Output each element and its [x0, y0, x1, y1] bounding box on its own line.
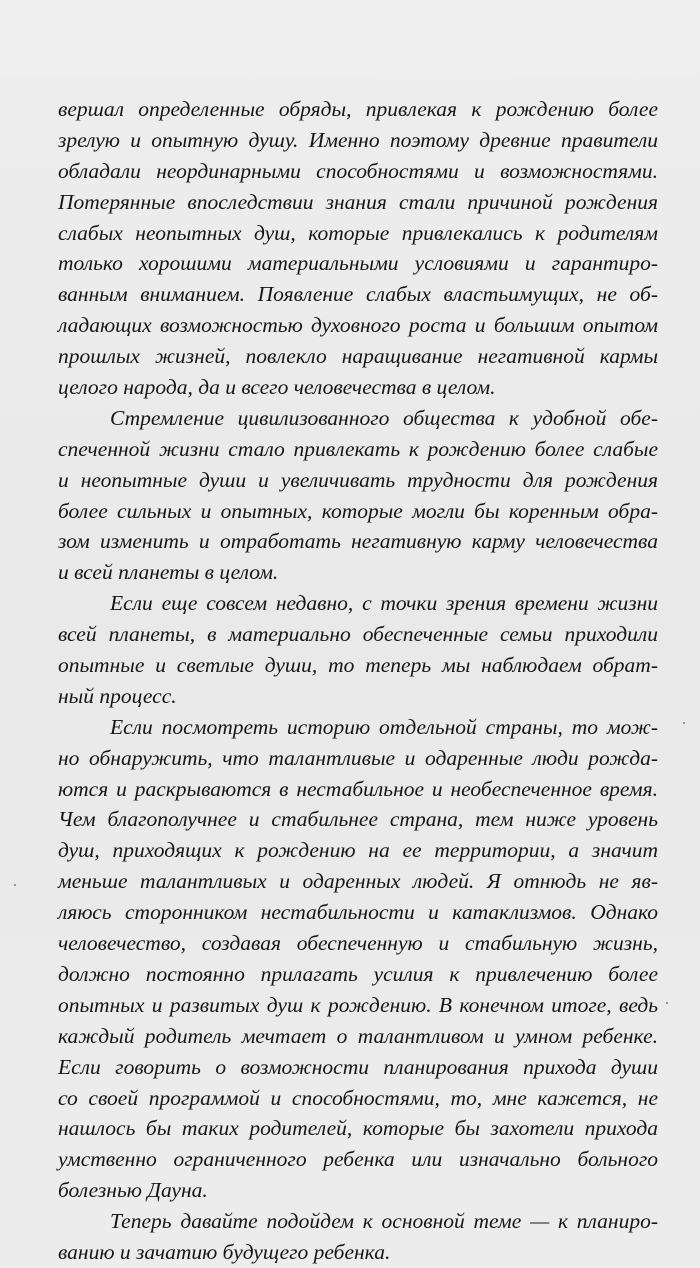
text-line: зом изменить и отработать негативную карму человечества	[58, 529, 658, 554]
text-line: умственно ограниченного ребенка или изначально больного	[58, 1147, 658, 1172]
text-line: только хорошими материальными условиями и гарантиро-	[58, 251, 658, 276]
text-line: опытные и светлые души, то теперь мы наблюдаем обрат-	[58, 653, 658, 678]
text-line: каждый родитель мечтает о талантливом и умном ребенке.	[58, 1023, 658, 1048]
text-line: Если говорить о возможности планирования прихода души	[58, 1054, 658, 1079]
text-line: человечество, создавая обеспеченную и стабильную жизнь,	[58, 931, 658, 956]
text-line: всей планеты, в материально обеспеченные семьи приходили	[58, 622, 658, 647]
text-line: нашлось бы таких родителей, которые бы захотели прихода	[58, 1116, 658, 1141]
text-line: меньше талантливых и одаренных людей. Я отнюдь не яв-	[58, 869, 658, 894]
text-line: ладающих возможностью духовного роста и большим опытом	[58, 313, 658, 338]
body-text	[58, 94, 658, 1268]
text-line: но обнаружить, что талантливые и одаренные люди рожда-	[58, 745, 658, 770]
scan-speck	[666, 1002, 668, 1004]
text-line: ляюсь сторонником нестабильности и катаклизмов. Однако	[58, 900, 658, 925]
text-line: должно постоянно прилагать усилия к привлечению более	[58, 961, 658, 986]
paragraph-start-line: Если посмотреть историю отдельной страны, то мож-	[110, 714, 658, 739]
text-line: и неопытные души и увеличивать трудности для рождения	[58, 467, 658, 492]
text-line: со своей программой и способностями, то, мне кажется, не	[58, 1085, 658, 1110]
text-line: ются и раскрываются в нестабильное и необеспеченное время.	[58, 776, 658, 801]
text-line: болезнью Дауна.	[58, 1178, 208, 1203]
paragraph-start-line: Стремление цивилизованного общества к удобной обе-	[110, 405, 658, 430]
text-line: ванным вниманием. Появление слабых властьимущих, не об-	[58, 282, 658, 307]
text-line: зрелую и опытную душу. Именно поэтому древние правители	[58, 127, 658, 152]
text-line: Потерянные впоследствии знания стали причиной рождения	[58, 189, 658, 214]
paragraph-start-line: Теперь давайте подойдем к основной теме — к планиро-	[110, 1209, 658, 1234]
text-line: опытных и развитых душ к рождению. В конечном итоге, ведь	[58, 992, 658, 1017]
scan-speck	[14, 884, 16, 886]
text-line: целого народа, да и всего человечества в целом.	[58, 375, 496, 400]
scan-speck	[683, 722, 685, 724]
text-line: вершал определенные обряды, привлекая к рождению более	[58, 97, 658, 121]
text-line: спеченной жизни стало привлекать к рождению более слабые	[58, 436, 658, 461]
text-line: ный процесс.	[58, 683, 177, 708]
text-line: душ, приходящих к рождению на ее территории, а значит	[58, 838, 658, 863]
text-line: более сильных и опытных, которые могли бы коренным обра-	[58, 498, 658, 523]
text-line: обладали неординарными способностями и возможностями.	[58, 158, 658, 183]
text-line: слабых неопытных душ, которые привлекались к родителям	[58, 220, 658, 245]
text-line: Чем благополучнее и стабильнее страна, тем ниже уровень	[58, 807, 658, 832]
paragraph-start-line: Если еще совсем недавно, с точки зрения времени жизни	[110, 591, 658, 616]
text-line: ванию и зачатию будущего ребенка.	[58, 1239, 391, 1264]
text-line: и всей планеты в целом.	[58, 560, 279, 585]
text-line: прошлых жизней, повлекло наращивание негативной кармы	[58, 344, 658, 369]
